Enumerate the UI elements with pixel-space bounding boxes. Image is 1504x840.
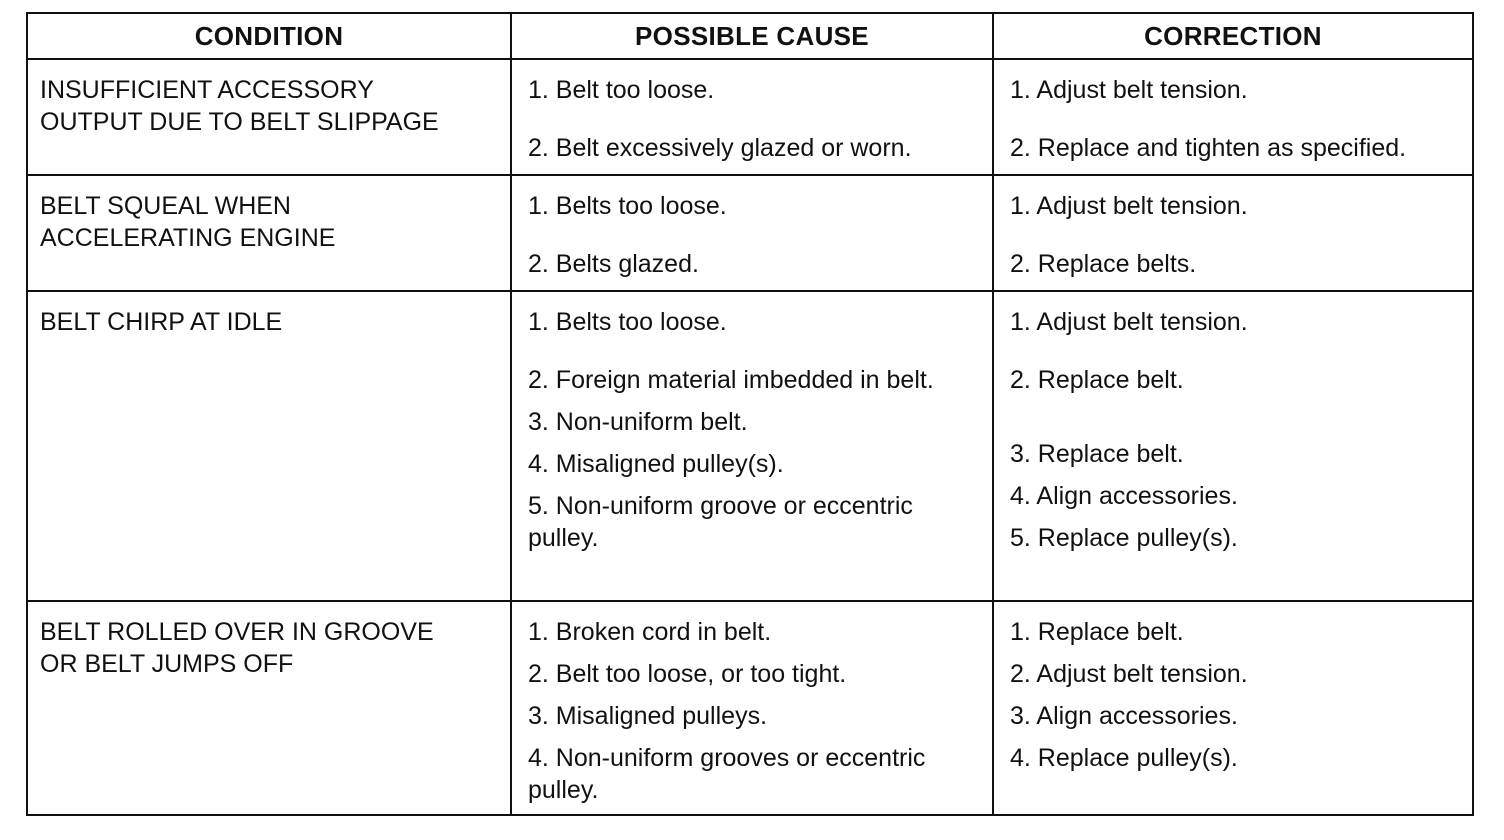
header-possible-cause: POSSIBLE CAUSE — [511, 13, 993, 59]
table-header-row — [27, 13, 1473, 59]
cause-item: 5. Non-uniform groove or eccentric pulley. — [528, 492, 913, 552]
correction-cell — [993, 601, 1473, 815]
correction-item: 1. Replace belt. — [1010, 618, 1184, 646]
correction-item: 1. Adjust belt tension. — [1010, 192, 1248, 220]
correction-item: 1. Adjust belt tension. — [1010, 308, 1248, 336]
condition-cell — [27, 291, 511, 601]
header-condition: CONDITION — [27, 13, 511, 59]
cause-cell — [511, 59, 993, 175]
cause-item: 1. Belts too loose. — [528, 308, 727, 336]
cause-item: 2. Belts glazed. — [528, 250, 699, 278]
condition-cell — [27, 59, 511, 175]
belt-diagnosis-table — [26, 12, 1474, 816]
correction-item: 4. Align accessories. — [1010, 482, 1238, 510]
condition-text: ACCELERATING ENGINE — [40, 224, 336, 252]
condition-text: BELT ROLLED OVER IN GROOVE — [40, 618, 434, 646]
cause-cell — [511, 175, 993, 291]
condition-cell — [27, 601, 511, 815]
condition-text: INSUFFICIENT ACCESSORY — [40, 76, 374, 104]
correction-item: 5. Replace pulley(s). — [1010, 524, 1238, 552]
correction-cell — [993, 59, 1473, 175]
condition-text: BELT CHIRP AT IDLE — [40, 308, 283, 336]
condition-text: BELT SQUEAL WHEN — [40, 192, 291, 220]
correction-item: 2. Replace belt. — [1010, 366, 1184, 394]
correction-item: 3. Replace belt. — [1010, 440, 1184, 468]
table-row — [27, 175, 1473, 291]
cause-item: 2. Foreign material imbedded in belt. — [528, 366, 934, 394]
correction-item: 2. Replace and tighten as specified. — [1010, 134, 1407, 162]
correction-cell — [993, 175, 1473, 291]
table-row — [27, 291, 1473, 601]
table-row — [27, 601, 1473, 815]
cause-item: 3. Non-uniform belt. — [528, 408, 748, 436]
correction-item: 2. Replace belts. — [1010, 250, 1197, 278]
cause-item: 1. Broken cord in belt. — [528, 618, 772, 646]
condition-text: OUTPUT DUE TO BELT SLIPPAGE — [40, 108, 439, 136]
cause-item: 2. Belt too loose, or too tight. — [528, 660, 847, 688]
cause-item: 4. Non-uniform grooves or eccentric pulley. — [528, 744, 926, 804]
correction-item: 1. Adjust belt tension. — [1010, 76, 1248, 104]
table-row — [27, 59, 1473, 175]
correction-item: 4. Replace pulley(s). — [1010, 744, 1238, 772]
cause-item: 2. Belt excessively glazed or worn. — [528, 134, 912, 162]
condition-cell — [27, 175, 511, 291]
condition-text: OR BELT JUMPS OFF — [40, 650, 294, 678]
cause-item: 1. Belt too loose. — [528, 76, 715, 104]
cause-cell — [511, 291, 993, 601]
cause-item: 1. Belts too loose. — [528, 192, 727, 220]
header-correction: CORRECTION — [993, 13, 1473, 59]
correction-cell — [993, 291, 1473, 601]
cause-item: 3. Misaligned pulleys. — [528, 702, 768, 730]
correction-item: 3. Align accessories. — [1010, 702, 1238, 730]
correction-item: 2. Adjust belt tension. — [1010, 660, 1248, 688]
cause-cell — [511, 601, 993, 815]
cause-item: 4. Misaligned pulley(s). — [528, 450, 784, 478]
